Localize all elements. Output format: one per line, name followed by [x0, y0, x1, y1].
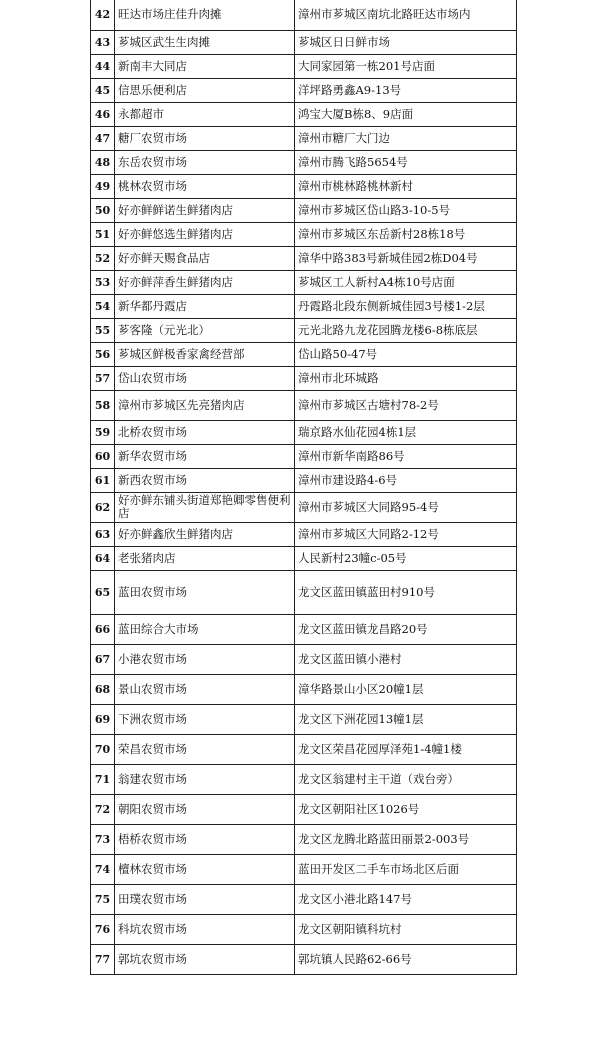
- store-address: 芗城区工人新村A4栋10号店面: [295, 270, 517, 294]
- store-name: 小港农贸市场: [115, 644, 295, 674]
- store-address: 漳州市芗城区东岳新村28栋18号: [295, 222, 517, 246]
- store-name: 檀林农贸市场: [115, 854, 295, 884]
- store-name: 信思乐便利店: [115, 78, 295, 102]
- row-number: 51: [91, 222, 115, 246]
- table-row: [91, 468, 517, 492]
- table-row: [91, 944, 517, 974]
- row-number: 54: [91, 294, 115, 318]
- store-name: 老张猪肉店: [115, 546, 295, 570]
- row-number: 60: [91, 444, 115, 468]
- table-row: [91, 444, 517, 468]
- store-name: 新华都丹霞店: [115, 294, 295, 318]
- store-name: 漳州市芗城区先亮猪肉店: [115, 390, 295, 420]
- row-number: 56: [91, 342, 115, 366]
- table-row: [91, 914, 517, 944]
- row-number: 72: [91, 794, 115, 824]
- store-address: 漳州市芗城区古塘村78-2号: [295, 390, 517, 420]
- store-address: 龙文区蓝田镇龙昌路20号: [295, 614, 517, 644]
- row-number: 47: [91, 126, 115, 150]
- store-name: 新西农贸市场: [115, 468, 295, 492]
- store-name: 梧桥农贸市场: [115, 824, 295, 854]
- table-row: [91, 342, 517, 366]
- store-name: 好亦鲜鑫欣生鲜猪肉店: [115, 522, 295, 546]
- table-row: [91, 78, 517, 102]
- store-name: 新南丰大同店: [115, 54, 295, 78]
- row-number: 63: [91, 522, 115, 546]
- table-row: [91, 854, 517, 884]
- store-address: 龙文区朝阳镇科坑村: [295, 914, 517, 944]
- table-row: [91, 794, 517, 824]
- store-address: 漳州市腾飞路5654号: [295, 150, 517, 174]
- row-number: 68: [91, 674, 115, 704]
- row-number: 69: [91, 704, 115, 734]
- table-row: [91, 174, 517, 198]
- store-name: 好亦鲜天赐食品店: [115, 246, 295, 270]
- store-address: 龙文区下洲花园13幢1层: [295, 704, 517, 734]
- row-number: 66: [91, 614, 115, 644]
- table-row: [91, 102, 517, 126]
- store-list-table: [90, 0, 517, 975]
- row-number: 65: [91, 570, 115, 614]
- table-row: [91, 764, 517, 794]
- row-number: 46: [91, 102, 115, 126]
- store-list-body: [91, 0, 517, 974]
- store-address: 龙文区翁建村主干道（戏台旁）: [295, 764, 517, 794]
- store-name: 好亦鲜悠选生鲜猪肉店: [115, 222, 295, 246]
- store-name: 郭坑农贸市场: [115, 944, 295, 974]
- row-number: 75: [91, 884, 115, 914]
- table-row: [91, 294, 517, 318]
- store-name: 蓝田综合大市场: [115, 614, 295, 644]
- store-address: 龙文区蓝田镇小港村: [295, 644, 517, 674]
- row-number: 58: [91, 390, 115, 420]
- table-row: [91, 884, 517, 914]
- row-number: 67: [91, 644, 115, 674]
- row-number: 74: [91, 854, 115, 884]
- store-address: 龙文区蓝田镇蓝田村910号: [295, 570, 517, 614]
- store-name: 新华农贸市场: [115, 444, 295, 468]
- store-name: 岱山农贸市场: [115, 366, 295, 390]
- store-address: 漳州市糖厂大门边: [295, 126, 517, 150]
- store-name: 科坑农贸市场: [115, 914, 295, 944]
- store-name: 芗客隆（元光北）: [115, 318, 295, 342]
- table-row: [91, 150, 517, 174]
- store-name: 桃林农贸市场: [115, 174, 295, 198]
- row-number: 43: [91, 30, 115, 54]
- table-row: [91, 492, 517, 522]
- table-row: [91, 222, 517, 246]
- store-name: 下洲农贸市场: [115, 704, 295, 734]
- row-number: 53: [91, 270, 115, 294]
- row-number: 61: [91, 468, 115, 492]
- store-address: 龙文区龙腾北路蓝田丽景2-003号: [295, 824, 517, 854]
- row-number: 76: [91, 914, 115, 944]
- store-address: 人民新村23幢c-05号: [295, 546, 517, 570]
- store-name: 好亦鲜鲜诺生鲜猪肉店: [115, 198, 295, 222]
- table-row: [91, 246, 517, 270]
- table-row: [91, 318, 517, 342]
- row-number: 64: [91, 546, 115, 570]
- store-address: 大同家园第一栋201号店面: [295, 54, 517, 78]
- row-number: 52: [91, 246, 115, 270]
- store-address: 漳州市新华南路86号: [295, 444, 517, 468]
- table-row: [91, 522, 517, 546]
- store-address: 芗城区日日鲜市场: [295, 30, 517, 54]
- store-name: 芗城区武生生肉摊: [115, 30, 295, 54]
- table-row: [91, 198, 517, 222]
- table-row: [91, 270, 517, 294]
- store-name: 糖厂农贸市场: [115, 126, 295, 150]
- store-address: 龙文区小港北路147号: [295, 884, 517, 914]
- store-address: 鸿宝大厦B栋8、9店面: [295, 102, 517, 126]
- store-address: 漳华中路383号新城佳园2栋D04号: [295, 246, 517, 270]
- row-number: 73: [91, 824, 115, 854]
- row-number: 48: [91, 150, 115, 174]
- store-address: 漳州市芗城区岱山路3-10-5号: [295, 198, 517, 222]
- store-address: 漳州市建设路4-6号: [295, 468, 517, 492]
- row-number: 70: [91, 734, 115, 764]
- store-address: 漳州市北环城路: [295, 366, 517, 390]
- table-row: [91, 704, 517, 734]
- row-number: 59: [91, 420, 115, 444]
- store-name: 永都超市: [115, 102, 295, 126]
- store-address: 洋坪路勇鑫A9-13号: [295, 78, 517, 102]
- store-list-table-container: [90, 0, 516, 975]
- row-number: 57: [91, 366, 115, 390]
- row-number: 62: [91, 492, 115, 522]
- row-number: 49: [91, 174, 115, 198]
- store-name: 北桥农贸市场: [115, 420, 295, 444]
- table-row: [91, 54, 517, 78]
- table-row: [91, 390, 517, 420]
- table-row: [91, 614, 517, 644]
- table-row: [91, 420, 517, 444]
- row-number: 42: [91, 0, 115, 30]
- table-row: [91, 30, 517, 54]
- store-name: 好亦鲜东铺头街道郑艳卿零售便利店: [115, 492, 295, 522]
- store-address: 漳州市芗城区大同路95-4号: [295, 492, 517, 522]
- row-number: 55: [91, 318, 115, 342]
- store-name: 蓝田农贸市场: [115, 570, 295, 614]
- store-address: 元光北路九龙花园腾龙楼6-8栋底层: [295, 318, 517, 342]
- table-row: [91, 0, 517, 30]
- store-name: 景山农贸市场: [115, 674, 295, 704]
- store-name: 荣昌农贸市场: [115, 734, 295, 764]
- table-row: [91, 644, 517, 674]
- row-number: 45: [91, 78, 115, 102]
- table-row: [91, 366, 517, 390]
- store-name: 好亦鲜萍香生鲜猪肉店: [115, 270, 295, 294]
- store-address: 龙文区朝阳社区1026号: [295, 794, 517, 824]
- store-address: 漳州市芗城区大同路2-12号: [295, 522, 517, 546]
- store-name: 朝阳农贸市场: [115, 794, 295, 824]
- table-row: [91, 674, 517, 704]
- table-row: [91, 824, 517, 854]
- store-name: 芗城区鲜极香家禽经营部: [115, 342, 295, 366]
- row-number: 77: [91, 944, 115, 974]
- table-row: [91, 734, 517, 764]
- store-address: 漳州市芗城区南坑北路旺达市场内: [295, 0, 517, 30]
- row-number: 71: [91, 764, 115, 794]
- store-name: 田璞农贸市场: [115, 884, 295, 914]
- store-address: 郭坑镇人民路62-66号: [295, 944, 517, 974]
- store-address: 丹霞路北段东侧新城佳园3号楼1-2层: [295, 294, 517, 318]
- row-number: 44: [91, 54, 115, 78]
- page-bottom-margin: [0, 983, 600, 1056]
- row-number: 50: [91, 198, 115, 222]
- table-row: [91, 546, 517, 570]
- table-row: [91, 570, 517, 614]
- store-name: 翁建农贸市场: [115, 764, 295, 794]
- store-address: 漳华路景山小区20幢1层: [295, 674, 517, 704]
- table-row: [91, 126, 517, 150]
- store-address: 龙文区荣昌花园厚泽苑1-4幢1楼: [295, 734, 517, 764]
- store-name: 旺达市场庄佳升肉摊: [115, 0, 295, 30]
- store-address: 蓝田开发区二手车市场北区后面: [295, 854, 517, 884]
- store-name: 东岳农贸市场: [115, 150, 295, 174]
- store-address: 瑞京路水仙花园4栋1层: [295, 420, 517, 444]
- store-address: 漳州市桃林路桃林新村: [295, 174, 517, 198]
- store-address: 岱山路50-47号: [295, 342, 517, 366]
